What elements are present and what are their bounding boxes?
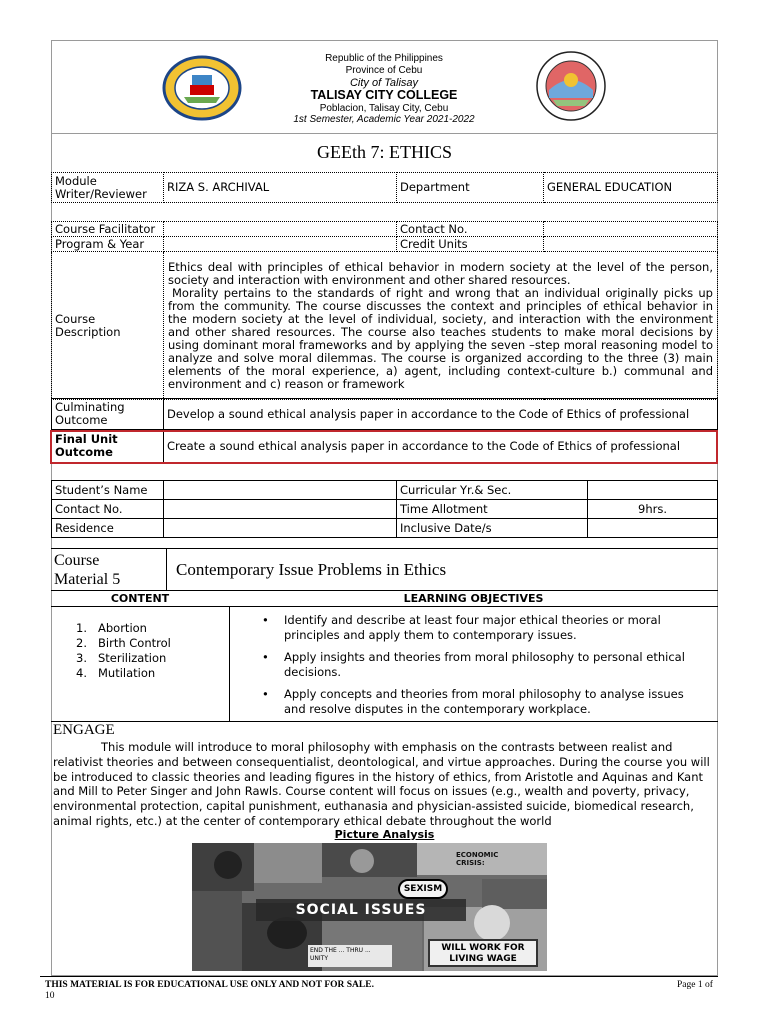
contact-value (544, 222, 718, 237)
collage-living-wage-sign: WILL WORK FOR LIVING WAGE (428, 939, 538, 967)
credit-label: Credit Units (397, 237, 544, 252)
content-item: 4. Mutilation (76, 666, 156, 680)
material-divider (166, 548, 167, 591)
description-label: Course Description (52, 252, 164, 400)
city-seal-logo (535, 50, 607, 122)
header-city: City of Talisay (349, 77, 419, 89)
header-republic: Republic of the Philippines (325, 53, 443, 64)
program-label: Program & Year (52, 237, 164, 252)
facilitator-value (164, 222, 397, 237)
student-name-label: Student’s Name (52, 481, 164, 500)
residence-label: Residence (52, 519, 164, 538)
semester-line: 1st Semester, Academic Year 2021-2022 (293, 114, 475, 125)
objective-item: • Apply concepts and theories from moral philosophy to analyse issues and resolve disputes in the contemporary workplace. (254, 687, 694, 716)
student-table (51, 480, 718, 538)
final-outcome-label: Final Unit Outcome (52, 430, 164, 463)
header-divider (51, 133, 718, 134)
course-material-label: Course Material 5 (54, 552, 121, 588)
curricular-label: Curricular Yr.& Sec. (397, 481, 588, 500)
material-title: Contemporary Issue Problems in Ethics (176, 560, 447, 579)
description-cell (164, 252, 718, 400)
writer-label: Module Writer/Reviewer (52, 173, 164, 203)
content-header: CONTENT (110, 592, 170, 605)
contact-label: Contact No. (397, 222, 544, 237)
objective-item: • Apply insights and theories from moral philosophy to personal ethical decisions. (254, 650, 694, 679)
course-title: GEEth 7: ETHICS (317, 142, 452, 162)
picture-analysis-label: Picture Analysis (334, 828, 435, 841)
module-writer-table (51, 172, 718, 203)
department-value: GENERAL EDUCATION (544, 173, 718, 203)
time-allotment-label: Time Allotment (397, 500, 588, 519)
objective-item: • Identify and describe at least four major ethical theories or moral principles and apply them to contemporary issues. (254, 613, 694, 642)
social-issues-collage (192, 843, 547, 971)
program-value (164, 237, 397, 252)
content-item: 2. Birth Control (76, 636, 171, 650)
footer-rule (40, 976, 718, 977)
curricular-field[interactable] (588, 481, 718, 500)
course-info-table (51, 221, 718, 400)
collage-economic-text: ECONOMIC CRISIS: (456, 851, 499, 867)
department-label: Department (397, 173, 544, 203)
engage-heading: ENGAGE (53, 722, 115, 738)
content-item: 1. Abortion (76, 621, 147, 635)
objectives-header-line (51, 606, 718, 607)
college-seal-logo (162, 55, 242, 121)
content-column-divider (229, 606, 230, 722)
culminating-value: Develop a sound ethical analysis paper in accordance to the Code of Ethics of professional (164, 399, 718, 430)
engage-paragraph: This module will introduce to moral philosophy with emphasis on the contrasts between realist and relativist theories and between consequentialist, deontological, and virtue approaches. During the course you will be introduced to classic theories and leading figures in the history of ethics, from Aristotle and Aquinas and Kant and Mill to Peter Singer and John Rawls. Course content will focus on issues (e.g., wealth and poverty, privacy, environmental protection, capital punishment, euthanasia and physician-assisted suicide, biomedical research, animal rights, etc.) at the center of contemporary ethical debate throughout the world (53, 740, 710, 828)
facilitator-label: Course Facilitator (52, 222, 164, 237)
description-p2: Morality pertains to the standards of right and wrong that an individual originally picks up from the community. The course discusses the context and principles of ethical behavior in the modern society at the level of individual, society, and interaction with the environment and other shared resources. The course also teaches students to make moral decisions by using dominant moral frameworks and by applying the seven –step moral reasoning model to analyze and solve moral dilemmas. The course is organized according to the three (3) main elements of the moral experience, a) agent, including context-culture b.) communal and environment and c) reason or framework (168, 285, 713, 391)
content-list (76, 621, 171, 681)
inclusive-dates-field[interactable] (588, 519, 718, 538)
collage-sexism-sign: SEXISM (398, 879, 448, 899)
time-allotment-value: 9hrs. (588, 500, 718, 519)
college-address: Poblacion, Talisay City, Cebu (319, 103, 449, 114)
footer-notice: THIS MATERIAL IS FOR EDUCATIONAL USE ONLY AND NOT FOR SALE. (45, 980, 374, 990)
final-outcome-value: Create a sound ethical analysis paper in accordance to the Code of Ethics of professional (164, 430, 718, 463)
student-contact-field[interactable] (164, 500, 397, 519)
footer-page-total: 10 (45, 991, 55, 1001)
college-name: TALISAY CITY COLLEGE (310, 88, 458, 102)
header-province: Province of Cebu (345, 65, 423, 76)
content-item: 3. Sterilization (76, 651, 167, 665)
student-contact-label: Contact No. (52, 500, 164, 519)
footer-page-label: Page 1 of (677, 980, 713, 990)
credit-value (544, 237, 718, 252)
final-outcome-highlight (50, 430, 718, 464)
objectives-list (254, 613, 694, 724)
description-p1: Ethics deal with principles of ethical behavior in modern society at the level of the person, society and interaction with environment and other shared resources. (168, 259, 713, 287)
objectives-header: LEARNING OBJECTIVES (403, 592, 544, 605)
culminating-label: Culminating Outcome (52, 399, 164, 430)
collage-unity-sign: END THE ... THRU ... UNITY (308, 945, 392, 967)
inclusive-dates-label: Inclusive Date/s (397, 519, 588, 538)
residence-field[interactable] (164, 519, 397, 538)
student-name-field[interactable] (164, 481, 397, 500)
collage-social-issues-banner: SOCIAL ISSUES (256, 899, 466, 921)
writer-value: RIZA S. ARCHIVAL (164, 173, 397, 203)
